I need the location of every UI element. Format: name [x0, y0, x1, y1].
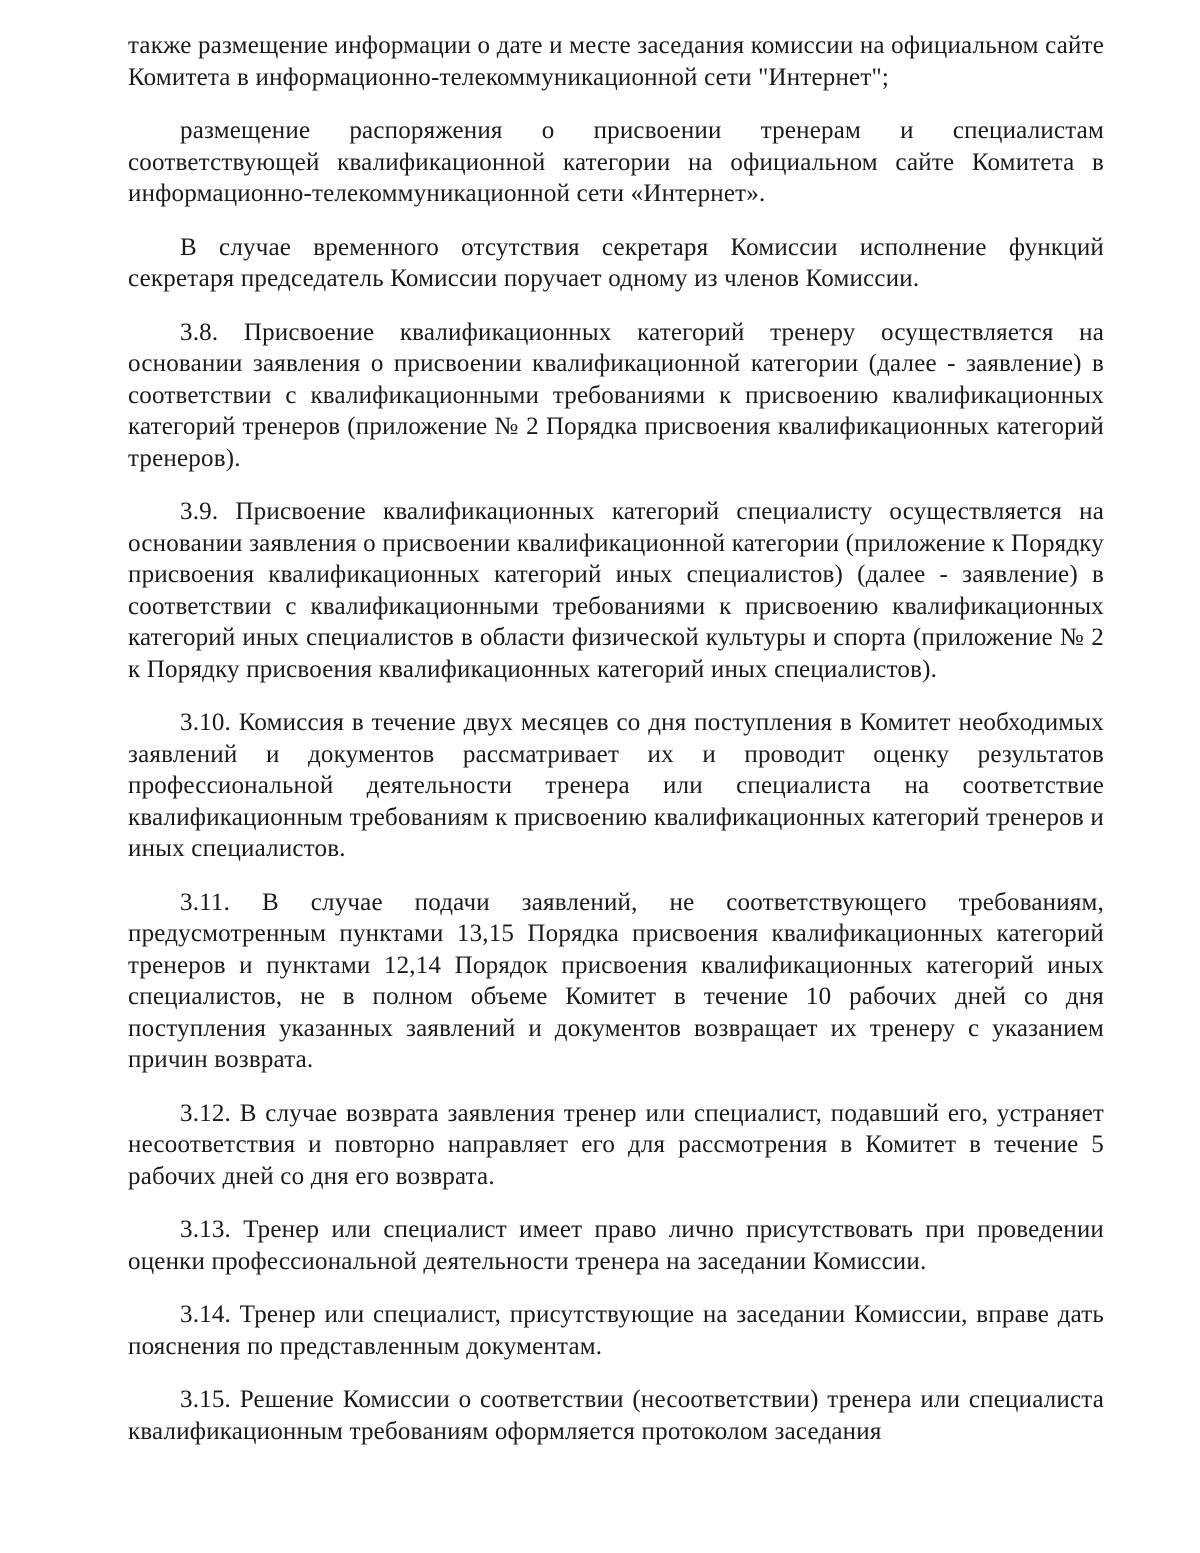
- paragraph-3-12: 3.12. В случае возврата заявления тренер или специалист, подавший его, устраняет несоответствия и повторно направляет его для рассмотрения в Комитет в течение 5 рабочих дней со дня его возврата.: [128, 1099, 1104, 1190]
- paragraph-3-11: 3.11. В случае подачи заявлений, не соответствующего требованиям, предусмотренным пунктами 13,15 Порядка присвоения квалификационных категорий тренеров и пунктами 12,14 Порядок присвоения квалификационных категорий иных специалистов, не в полном объеме Комитет в течение 10 рабочих дней со дня поступления указанных заявлений и документов возвращает их тренеру с указанием причин возврата.: [128, 888, 1104, 1073]
- paragraph-3-9: 3.9. Присвоение квалификационных категорий специалисту осуществляется на основании заявления о присвоении квалификационной категории (приложение к Порядку присвоения квалификационных категорий иных специалистов) (далее - заявление) в соответствии с квалификационными требованиями к присвоению квалификационных категорий иных специалистов в области физической культуры и спорта (приложение № 2 к Порядку присвоения квалификационных категорий иных специалистов).: [128, 498, 1104, 683]
- paragraph-secretary-absence: В случае временного отсутствия секретаря Комиссии исполнение функций секретаря председатель Комиссии поручает одному из членов Комиссии.: [128, 233, 1104, 292]
- paragraph-3-14: 3.14. Тренер или специалист, присутствующие на заседании Комиссии, вправе дать пояснения по представленным документам.: [128, 1301, 1104, 1360]
- document-page: [128, 30, 1104, 1553]
- paragraph-3-10: 3.10. Комиссия в течение двух месяцев со дня поступления в Комитет необходимых заявлений и документов рассматривает их и проводит оценку результатов профессиональной деятельности тренера или специалиста на соответствие квалификационным требованиям к присвоению квалификационных категорий тренеров и иных специалистов.: [128, 709, 1104, 862]
- paragraph-intro-continuation: также размещение информации о дате и месте заседания комиссии на официальном сайте Комитета в информационно-телекоммуникационной сети "Интернет";: [128, 32, 1104, 91]
- paragraph-3-8: 3.8. Присвоение квалификационных категорий тренеру осуществляется на основании заявления о присвоении квалификационной категории (далее - заявление) в соответствии с квалификационными требованиями к присвоению квалификационных категорий тренеров (приложение № 2 Порядка присвоения квалификационных категорий тренеров).: [128, 318, 1104, 472]
- paragraph-publish-order: размещение распоряжения о присвоении тренерам и специалистам соответствующей квалификационной категории на официальном сайте Комитета в информационно-телекоммуникационной сети «Интернет».: [128, 117, 1104, 207]
- paragraph-3-13: 3.13. Тренер или специалист имеет право лично присутствовать при проведении оценки профессиональной деятельности тренера на заседании Комиссии.: [128, 1216, 1104, 1275]
- paragraph-3-15: 3.15. Решение Комиссии о соответствии (несоответствии) тренера или специалиста квалификационным требованиям оформляется протоколом заседания: [128, 1386, 1104, 1445]
